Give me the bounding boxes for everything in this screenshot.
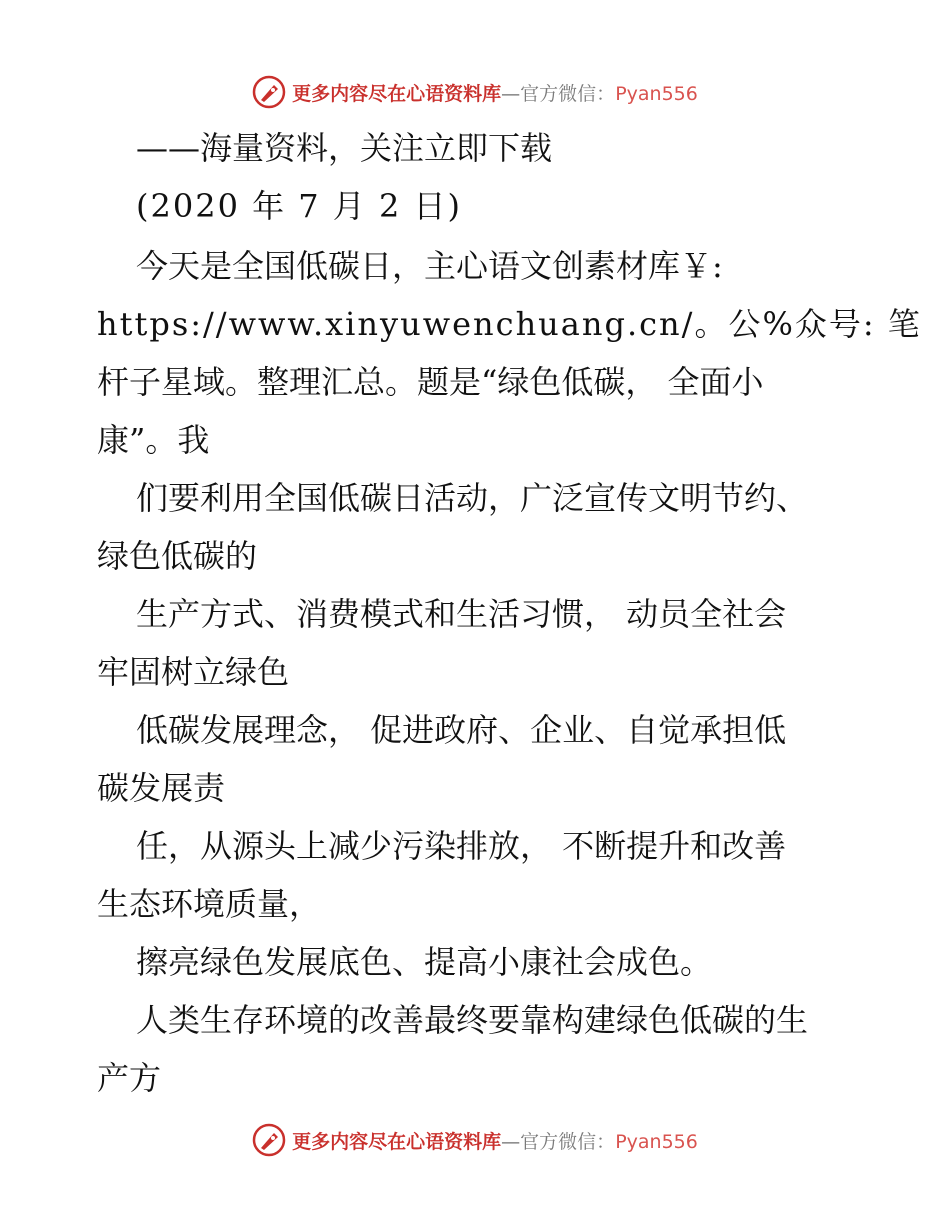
text-line: https://www.xinyuwenchuang.cn/。公%众号: 笔 <box>97 305 922 343</box>
header-separator: — <box>501 82 521 105</box>
text-line: 人类生存环境的改善最终要靠构建绿色低碳的生 <box>136 1001 809 1039</box>
footer-text <box>292 1127 698 1154</box>
text-line: 擦亮绿色发展底色、提高小康社会成色。 <box>136 943 713 981</box>
text-line: 碳发展责 <box>97 769 226 807</box>
text-line: 康”。我 <box>97 421 210 459</box>
text-line: 低碳发展理念， 促进政府、企业、自觉承担低 <box>136 711 787 749</box>
pen-nib-logo-icon <box>252 75 286 109</box>
text-line: 牢固树立绿色 <box>97 653 290 691</box>
header-wechat-id: Pyan556 <box>615 82 698 105</box>
header-wechat-label: 官方微信： <box>520 82 616 105</box>
header-brand: 更多内容尽在心语资料库 <box>292 82 502 105</box>
text-line: ——海量资料，关注立即下载 <box>136 129 553 167</box>
text-line: 杆子星域。整理汇总。题是“绿色低碳， 全面小 <box>97 363 764 401</box>
footer-wechat-label: 官方微信： <box>520 1130 616 1153</box>
footer-wechat-id: Pyan556 <box>615 1130 698 1153</box>
text-line: 们要利用全国低碳日活动，广泛宣传文明节约、 <box>136 479 809 517</box>
footer-separator: — <box>501 1130 521 1153</box>
text-line: 产方 <box>97 1059 162 1097</box>
text-line: 绿色低碳的 <box>97 537 258 575</box>
text-line: 今天是全国低碳日，主心语文创素材库￥: <box>136 247 723 285</box>
header-banner <box>0 72 950 112</box>
footer-banner <box>0 1120 950 1160</box>
text-line: 任，从源头上减少污染排放， 不断提升和改善 <box>136 827 787 865</box>
footer-brand: 更多内容尽在心语资料库 <box>292 1130 502 1153</box>
text-line: (2020 年 7 月 2 日) <box>136 187 462 225</box>
text-line: 生产方式、消费模式和生活习惯， 动员全社会 <box>136 595 787 633</box>
header-text <box>292 79 698 106</box>
pen-nib-logo-icon <box>252 1123 286 1157</box>
text-line: 生态环境质量， <box>97 885 322 923</box>
